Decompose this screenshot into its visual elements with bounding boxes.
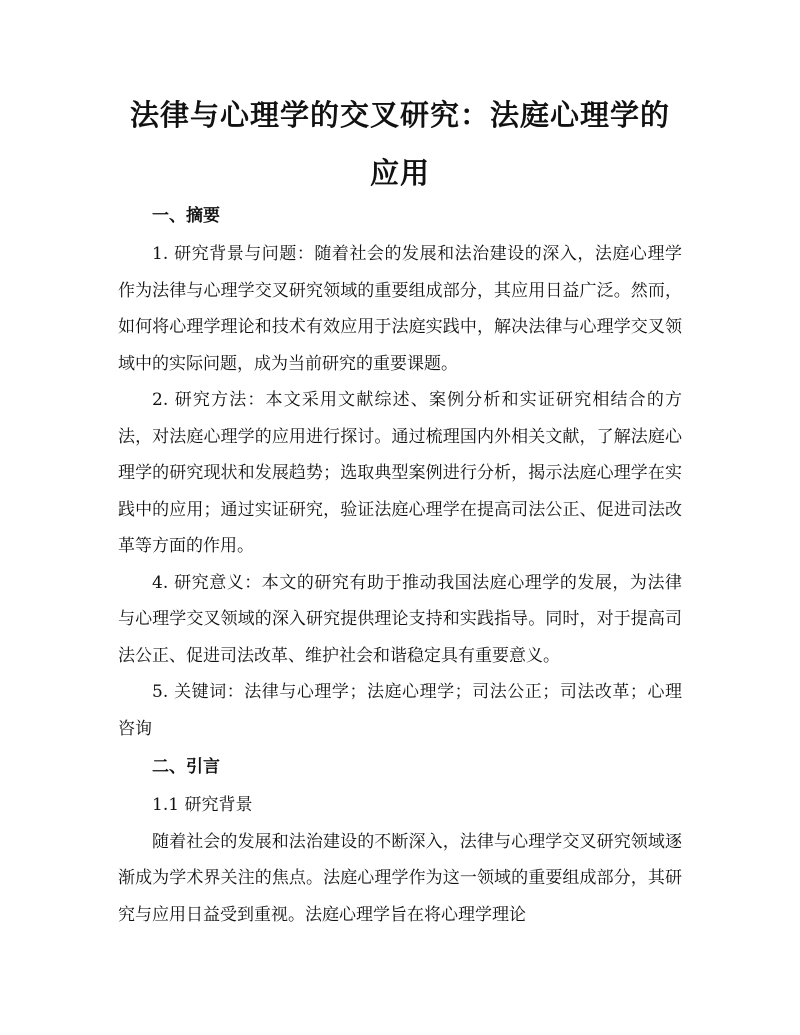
introduction-paragraph: 随着社会的发展和法治建设的不断深入，法律与心理学交叉研究领域逐渐成为学术界关注的焦点。法庭心理学作为这一领域的重要组成部分，其研究与应用日益受到重视。法庭心理学旨在将心理学理论 xyxy=(118,831,682,925)
abstract-paragraph-methods: 2. 研究方法：本文采用文献综述、案例分析和实证研究相结合的方法，对法庭心理学的应用进行探讨。通过梳理国内外相关文献，了解法庭心理学的研究现状和发展趋势；选取典型案例进行分析，揭示法庭心理学在实践中的应用；通过实证研究，验证法庭心理学在提高司法公正、促进司法改革等方面的作用。 xyxy=(118,390,682,556)
document-body xyxy=(118,196,682,933)
document-title: 法律与心理学的交叉研究：法庭心理学的应用 xyxy=(129,98,670,190)
abstract-heading: 一、摘要 xyxy=(152,206,220,226)
abstract-paragraph-background: 1. 研究背景与问题：随着社会的发展和法治建设的深入，法庭心理学作为法律与心理学交叉研究领域的重要组成部分，其应用日益广泛。然而，如何将心理学理论和技术有效应用于法庭实践中，解决法律与心理学交叉领域中的实际问题，成为当前研究的重要课题。 xyxy=(118,244,682,374)
abstract-paragraph-keywords: 5. 关键词：法律与心理学；法庭心理学；司法公正；司法改革；心理咨询 xyxy=(118,682,682,739)
introduction-heading: 二、引言 xyxy=(152,757,220,777)
research-background-subheading: 1.1 研究背景 xyxy=(152,795,253,815)
abstract-paragraph-significance: 4. 研究意义：本文的研究有助于推动我国法庭心理学的发展，为法律与心理学交叉领域的深入研究提供理论支持和实践指导。同时，对于提高司法公正、促进司法改革、维护社会和谐稳定具有重要意义。 xyxy=(118,572,682,666)
